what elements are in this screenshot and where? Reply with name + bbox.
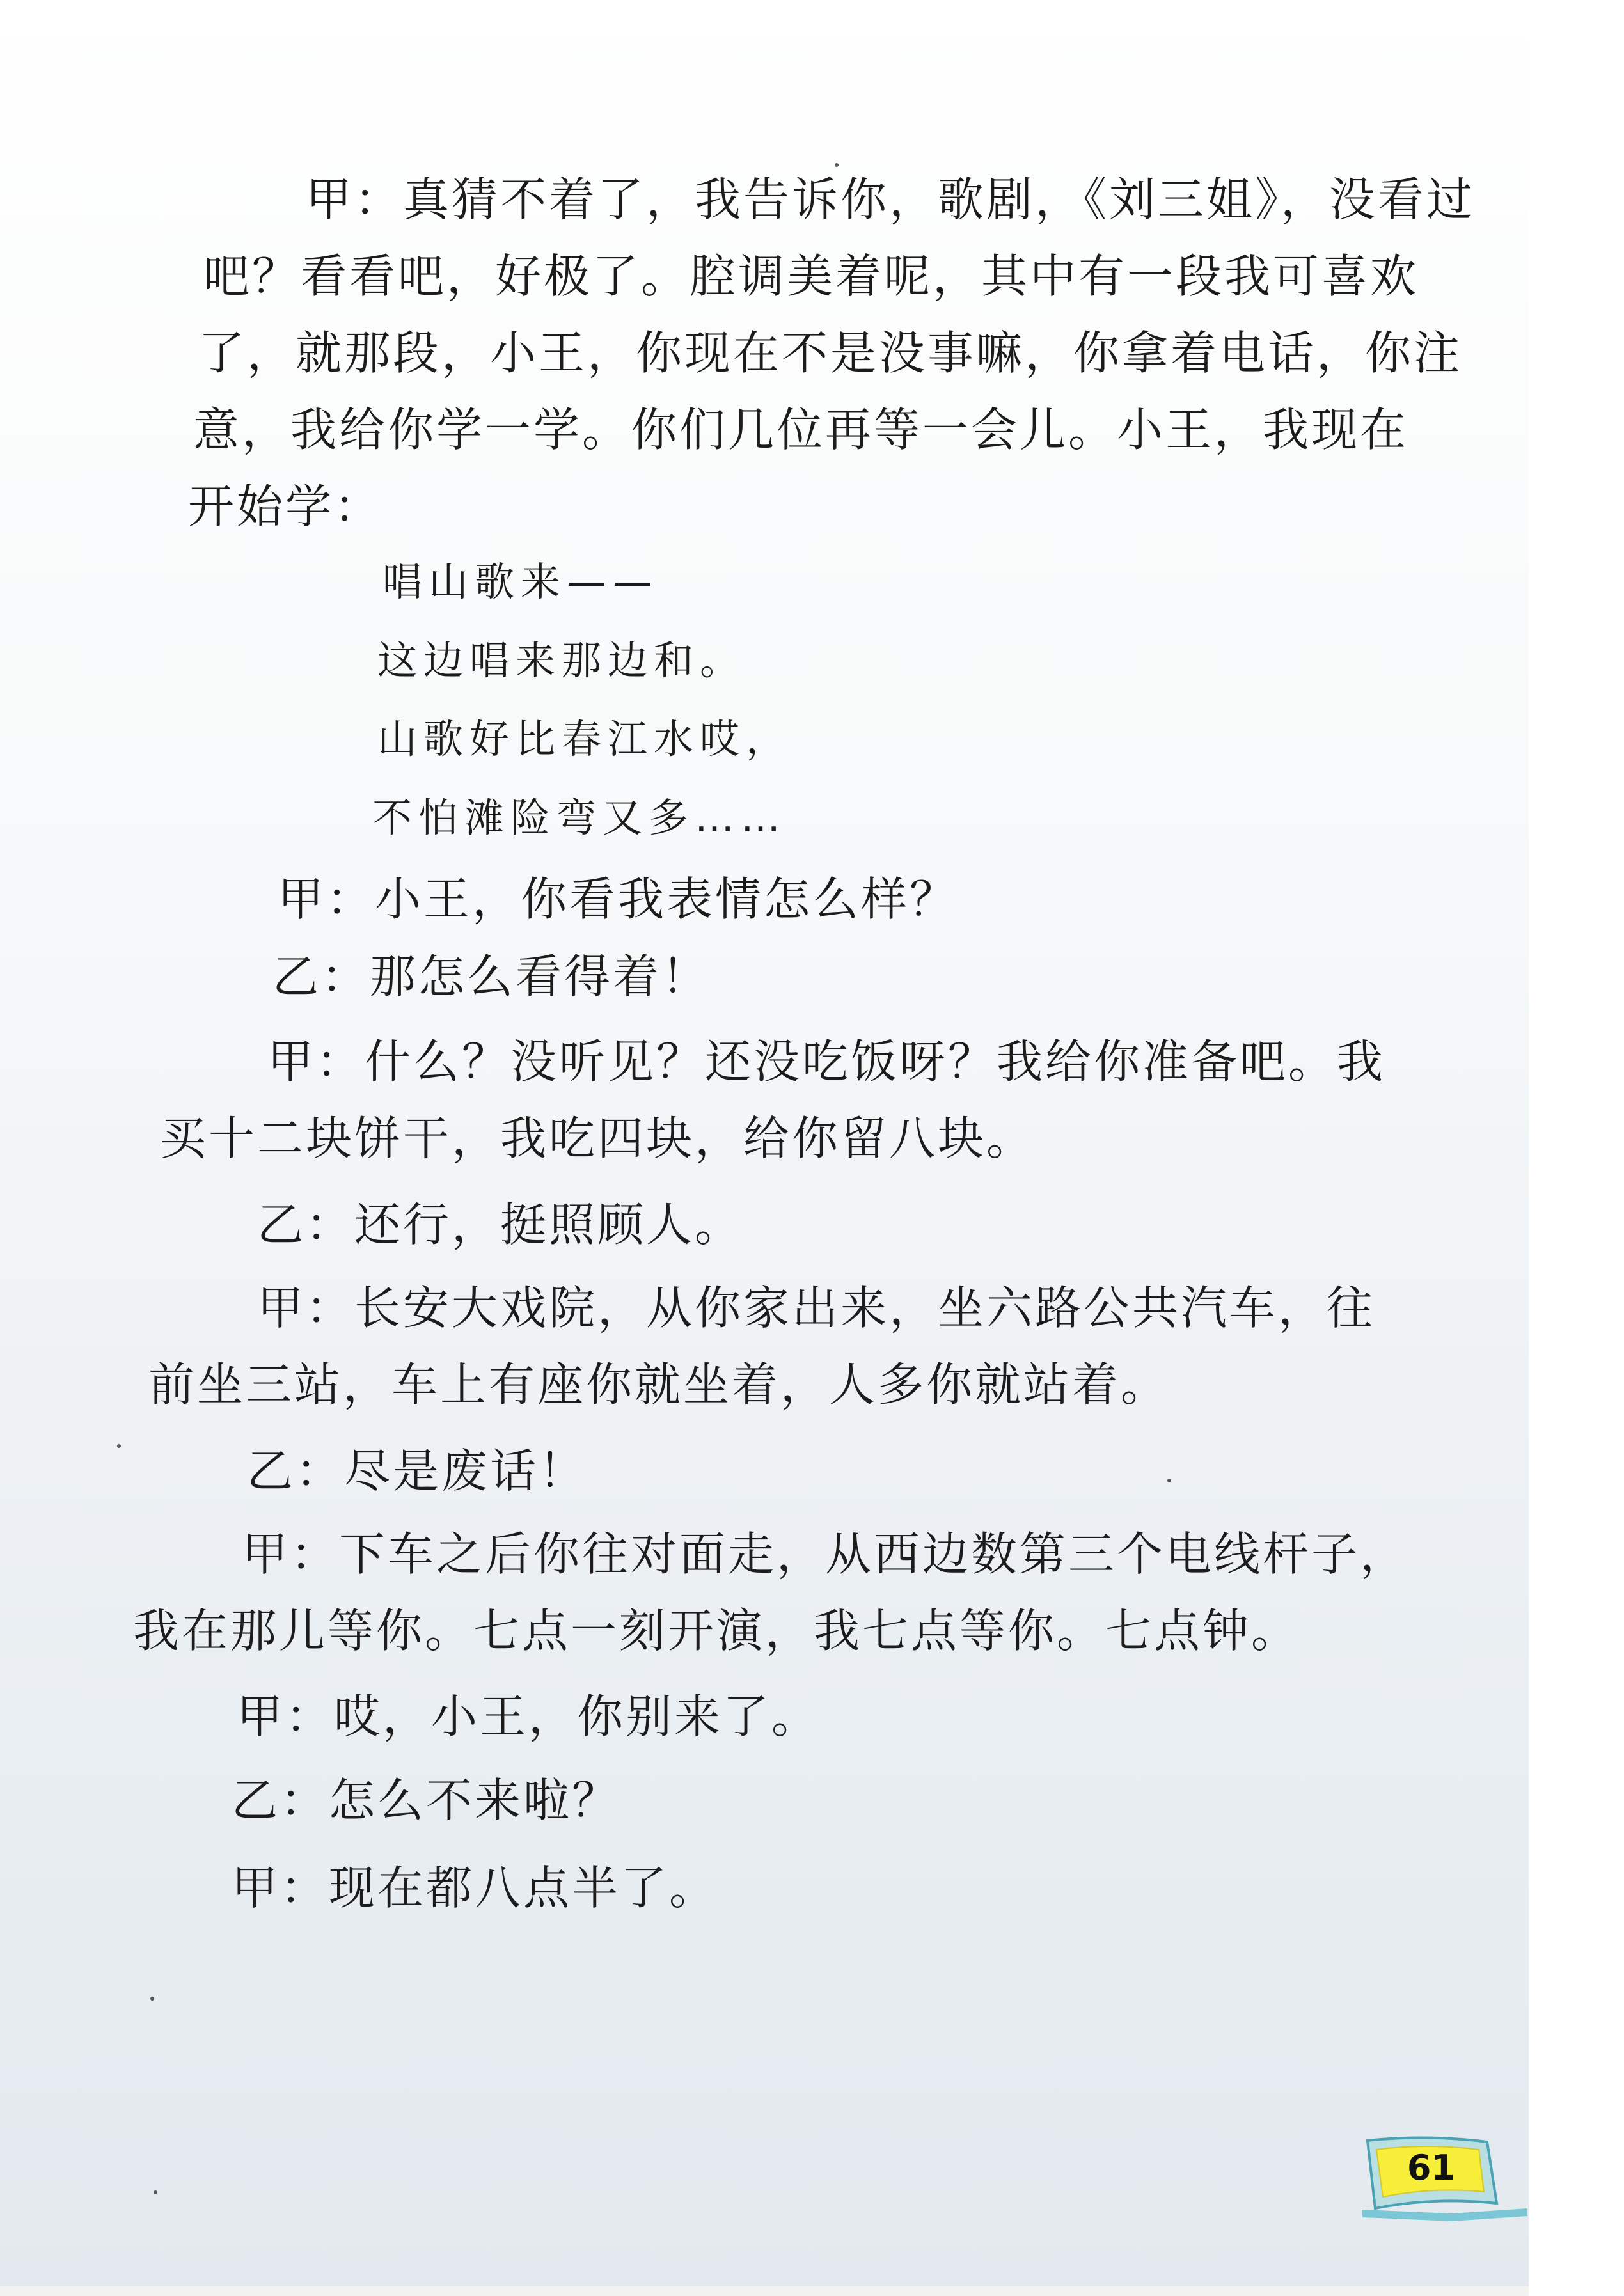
body-line: 甲：真猜不着了，我告诉你，歌剧，《刘三姐》，没看过 <box>306 173 1476 226</box>
dialogue-line: 甲：哎，小王，你别来了。 <box>237 1690 821 1743</box>
verse-line: 山歌好比春江水哎， <box>377 716 792 762</box>
dialogue-line: 甲：下车之后你往对面走，从西边数第三个电线杆子， <box>242 1527 1409 1581</box>
body-line: 开始学： <box>188 480 383 533</box>
page-number-badge <box>1356 2133 1529 2229</box>
speck <box>117 1444 121 1448</box>
dialogue-line: 甲：长安大戏院，从你家出来，坐六路公共汽车，往 <box>257 1281 1376 1335</box>
speck <box>1167 1479 1171 1482</box>
dialogue-line: 乙：怎么不来啦？ <box>232 1773 621 1827</box>
verse-line: 唱山歌来—— <box>382 558 659 605</box>
dialogue-line: 甲：现在都八点半了。 <box>232 1861 718 1915</box>
page-number: 61 <box>1407 2148 1456 2188</box>
dialogue-line: 乙：还行，挺照顾人。 <box>257 1198 744 1252</box>
dialogue-line: 前坐三站，车上有座你就坐着，人多你就站着。 <box>148 1358 1170 1411</box>
page-binding-margin <box>1529 0 1624 2296</box>
dialogue-line: 买十二块饼干，我吃四块，给你留八块。 <box>160 1112 1036 1165</box>
verse-line: 不怕滩险弯又多…… <box>372 794 787 841</box>
dialogue-line: 甲：小王，你看我表情怎么样？ <box>278 872 959 926</box>
body-line: 意，我给你学一学。你们几位再等一会儿。小王，我现在 <box>193 403 1409 457</box>
dialogue-line: 乙：尽是废话！ <box>247 1444 588 1498</box>
speck <box>835 163 839 167</box>
verse-line: 这边唱来那边和。 <box>377 637 746 684</box>
speck <box>150 1997 154 2001</box>
body-line: 了，就那段，小王，你现在不是没事嘛，你拿着电话，你注 <box>198 326 1463 380</box>
dialogue-line: 甲：什么？没听见？还没吃饭呀？我给你准备吧。我 <box>267 1035 1386 1089</box>
body-line: 吧？看看吧，好极了。腔调美着呢，其中有一段我可喜欢 <box>203 249 1419 303</box>
speck <box>154 2190 157 2194</box>
dialogue-line: 我在那儿等你。七点一刻开演，我七点等你。七点钟。 <box>133 1604 1300 1658</box>
dialogue-line: 乙：那怎么看得着！ <box>272 950 711 1003</box>
